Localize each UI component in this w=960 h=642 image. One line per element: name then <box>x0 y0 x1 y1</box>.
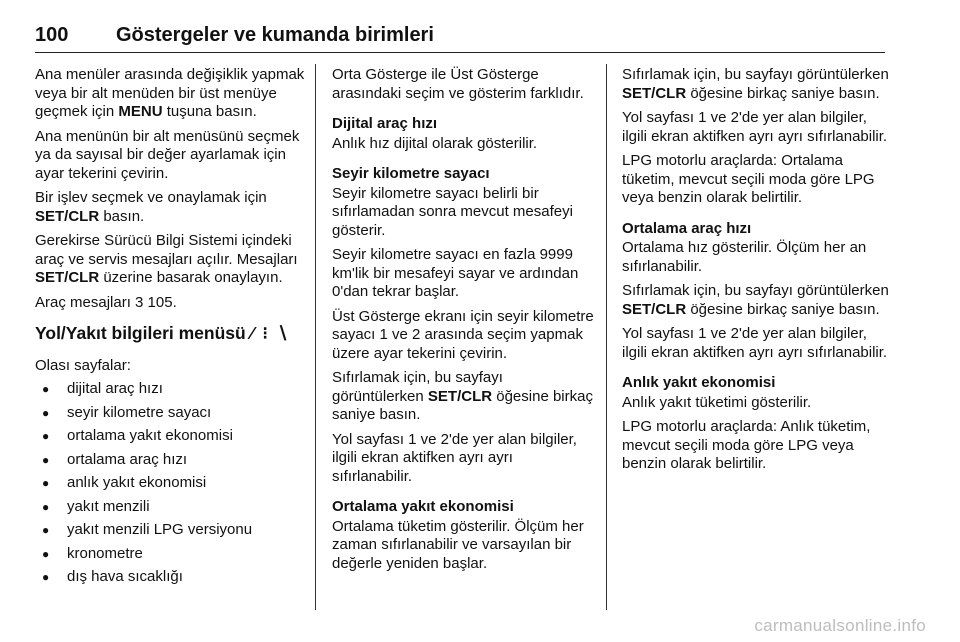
paragraph: Yol sayfası 1 ve 2'de yer alan bilgiler, ilgili ekran aktifken ayrı ayrı sıfırlanabilir. <box>622 109 888 145</box>
subsection-title: Ortalama yakıt ekonomisi <box>332 498 514 515</box>
paragraph: Gerekirse Sürücü Bilgi Sistemi içindeki araç ve servis mesajları açılır. Mesajları SET/CLR üzerine basarak onaylayın. <box>35 232 298 286</box>
trip-fuel-info-icon: ⁄ ⁝ ∖ <box>250 323 290 343</box>
paragraph: Ana menünün bir alt menüsünü seçmek ya da sayısal bir değer ayarlamak için ayar tekerini çevirin. <box>35 127 300 182</box>
paragraph: Bir işlev seçmek ve onaylamak için SET/CLR basın. <box>35 189 267 225</box>
subsection-title: Anlık yakıt ekonomisi <box>622 374 776 391</box>
list-item: ● seyir kilometre sayacı <box>35 404 305 428</box>
list-item: ● anlık yakıt ekonomisi <box>35 474 305 498</box>
paragraph: Sıfırlamak için, bu sayfayı görüntülerken SET/CLR öğesine birkaç saniye basın. <box>332 369 593 423</box>
paragraph: Ana menüler arasında değişiklik yapmak veya bir alt menüden bir üst menüye geçmek için MENU tuşuna basın. <box>35 66 305 120</box>
set-clr-key-label: SET/CLR <box>622 300 687 318</box>
paragraph: Üst Gösterge ekranı için seyir kilometre sayacı 1 ve 2 arasında seçim yapmak üzere ayar tekerini çevirin. <box>332 307 594 362</box>
paragraph: LPG motorlu araçlarda: Anlık tüketim, mevcut seçili moda göre LPG veya benzin olarak belirtilir. <box>622 418 871 472</box>
reference-page: 105. <box>147 293 177 311</box>
watermark: carmanualsonline.info <box>754 616 926 635</box>
paragraph: Sıfırlamak için, bu sayfayı görüntülerken SET/CLR öğesine birkaç saniye basın. <box>622 66 889 102</box>
page-list <box>35 380 305 592</box>
set-clr-key-label: SET/CLR <box>35 207 100 225</box>
subsection-title: Ortalama araç hızı <box>622 219 752 237</box>
paragraph: Ortalama hız gösterilir. Ölçüm her an sıfırlanabilir. <box>622 239 867 275</box>
list-item: ● yakıt menzili <box>35 498 305 522</box>
list-item: ● kronometre <box>35 545 305 569</box>
list-item: ● ortalama yakıt ekonomisi <box>35 427 305 451</box>
paragraph: Orta Gösterge ile Üst Gösterge arasındaki seçim ve gösterim farklıdır. <box>332 66 584 102</box>
column-divider <box>606 64 607 610</box>
section-heading: Yol/Yakıt bilgileri menüsü ⁄ ⁝ ∖ <box>35 323 290 343</box>
set-clr-key-label: SET/CLR <box>35 269 100 286</box>
column-3 <box>622 66 892 480</box>
page-number: 100 <box>35 24 69 46</box>
set-clr-key-label: SET/CLR <box>427 387 493 405</box>
paragraph: Anlık hız dijital olarak gösterilir. <box>332 134 538 152</box>
cross-reference: Araç mesajları 3 105. <box>35 293 177 311</box>
paragraph: Anlık yakıt tüketimi gösterilir. <box>622 393 812 411</box>
list-item: ● ortalama araç hızı <box>35 451 305 475</box>
paragraph: Sıfırlamak için, bu sayfayı görüntülerken SET/CLR öğesine birkaç saniye basın. <box>622 282 889 318</box>
paragraph: Seyir kilometre sayacı belirli bir sıfırlamadan sonra mevcut mesafeyi gösterir. <box>332 184 573 239</box>
paragraph: Yol sayfası 1 ve 2'de yer alan bilgiler, ilgili ekran aktifken ayrı ayrı sıfırlanabilir. <box>622 325 888 361</box>
set-clr-key-label: SET/CLR <box>622 84 687 102</box>
subsection-title: Seyir kilometre sayacı <box>332 165 490 182</box>
list-item: ● yakıt menzili LPG versiyonu <box>35 521 305 545</box>
paragraph: Seyir kilometre sayacı en fazla 9999 km'lik bir mesafeyi sayar ve ardından 0'dan tekrar başlar. <box>332 246 579 300</box>
paragraph: LPG motorlu araçlarda: Ortalama tüketim, mevcut seçili moda göre LPG veya benzin olarak belirtilir. <box>622 152 875 206</box>
arrow-reference-icon: 3 <box>135 293 144 311</box>
list-intro: Olası sayfalar: <box>35 356 131 374</box>
list-item: ● dijital araç hızı <box>35 380 305 404</box>
subsection-title: Dijital araç hızı <box>332 115 438 132</box>
column-2 <box>332 66 597 579</box>
paragraph: Yol sayfası 1 ve 2'de yer alan bilgiler, ilgili ekran aktifken ayrı ayrı sıfırlanabilir. <box>332 430 577 485</box>
page-title: Göstergeler ve kumanda birimleri <box>116 24 434 46</box>
list-item: ● dış hava sıcaklığı <box>35 568 305 592</box>
page-header <box>35 22 885 53</box>
column-1 <box>35 66 305 592</box>
column-divider <box>315 64 316 610</box>
paragraph: Ortalama tüketim gösterilir. Ölçüm her zaman sıfırlanabilir ve varsayılan bir değerle yeniden başlar. <box>332 517 584 572</box>
menu-key-label: MENU <box>118 103 163 120</box>
